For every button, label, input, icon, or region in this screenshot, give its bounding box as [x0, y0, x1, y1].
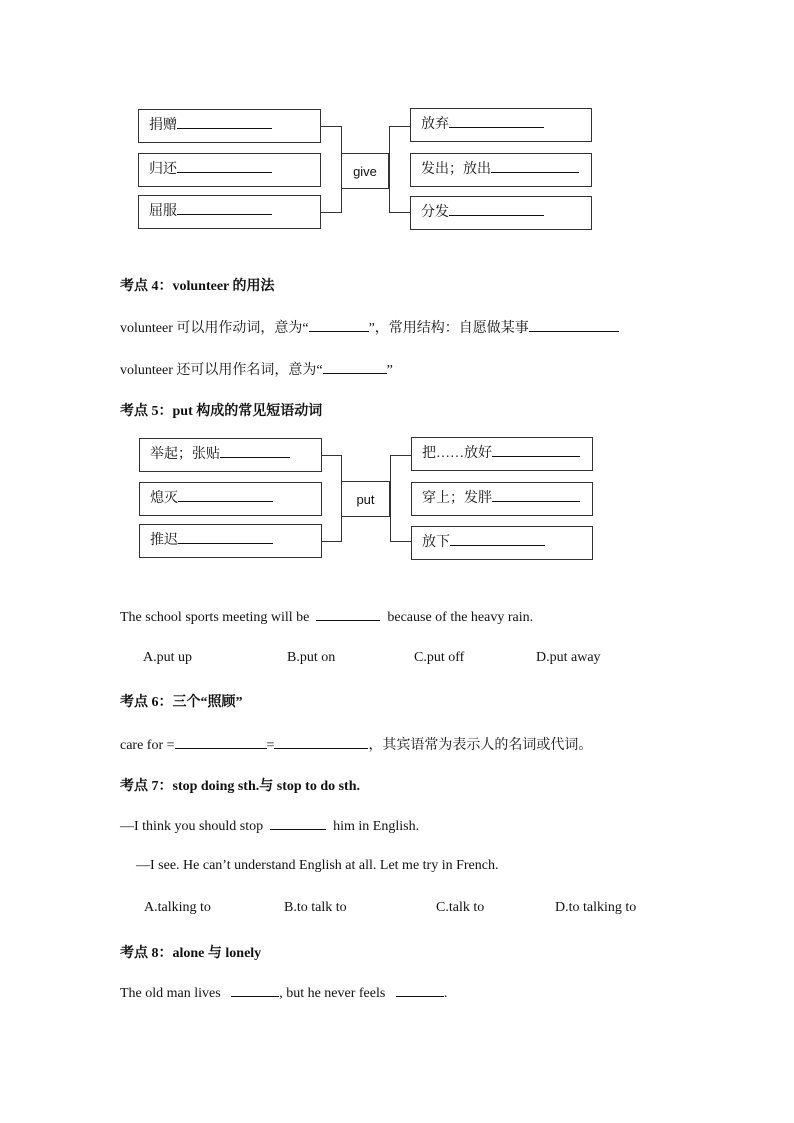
- kd4-line2: [120, 359, 393, 379]
- put-left-label-3: 推迟: [150, 533, 178, 548]
- kd7-option-d[interactable]: D.to talking to: [555, 900, 637, 915]
- kd8-q-b: , but he never feels: [279, 986, 386, 1001]
- kd5-question: [120, 608, 533, 626]
- answer-blank[interactable]: [323, 361, 387, 374]
- kd8-question: [120, 984, 447, 1002]
- answer-blank[interactable]: [220, 445, 290, 458]
- give-left-label-2: 归还: [149, 162, 177, 177]
- put-center-box: [341, 481, 390, 517]
- kd7-q1-a: —I think you should stop: [120, 819, 264, 834]
- kd7-question-2: —I see. He can’t understand English at all. Let me try in French.: [136, 858, 499, 873]
- give-left-box-1: [138, 109, 321, 143]
- give-center-box: [341, 153, 389, 189]
- put-left-label-2: 熄灭: [150, 491, 178, 506]
- answer-blank[interactable]: [270, 817, 326, 830]
- kd7-option-b[interactable]: B.to talk to: [284, 900, 347, 915]
- kd5-option-c[interactable]: C.put off: [414, 650, 465, 665]
- answer-blank[interactable]: [177, 202, 272, 215]
- kd5-title: 考点 5：put 构成的常见短语动词: [120, 404, 323, 419]
- kd8-q-a: The old man lives: [120, 986, 221, 1001]
- kd6-line: [120, 734, 592, 754]
- give-right-box-3: [410, 196, 592, 230]
- give-right-box-2: [410, 153, 592, 187]
- answer-blank[interactable]: [178, 531, 273, 544]
- put-center-label: put: [356, 492, 375, 507]
- put-left-box-1: [139, 438, 322, 472]
- answer-blank[interactable]: [177, 116, 272, 129]
- answer-blank[interactable]: [396, 984, 444, 997]
- answer-blank[interactable]: [449, 203, 544, 216]
- answer-blank[interactable]: [231, 984, 279, 997]
- kd4-line2-a: volunteer 还可以用作名词，意为“: [120, 363, 323, 378]
- answer-blank[interactable]: [309, 319, 369, 332]
- put-left-box-3: [139, 524, 322, 558]
- answer-blank[interactable]: [274, 736, 368, 749]
- kd5-option-a[interactable]: A.put up: [143, 650, 192, 665]
- kd4-line1: [120, 317, 619, 337]
- kd8-q-c: .: [443, 986, 448, 1001]
- kd4-line2-b: ”: [386, 363, 393, 378]
- put-left-box-2: [139, 482, 322, 516]
- kd5-question-b: because of the heavy rain.: [387, 610, 534, 625]
- kd7-question-1: [120, 817, 419, 835]
- give-right-label-3: 分发: [421, 205, 449, 220]
- kd6-line-c: ，其宾语常为表示人的名词或代词。: [368, 738, 593, 753]
- put-right-label-2: 穿上；发胖: [422, 491, 492, 506]
- kd4-line1-a: volunteer 可以用作动词，意为“: [120, 321, 309, 336]
- give-right-box-1: [410, 108, 592, 142]
- kd6-line-b: =: [266, 738, 275, 753]
- answer-blank[interactable]: [449, 115, 544, 128]
- give-center-label: give: [353, 164, 377, 179]
- answer-blank[interactable]: [491, 160, 579, 173]
- kd5-option-d[interactable]: D.put away: [536, 650, 601, 665]
- put-right-box-1: [411, 437, 593, 471]
- answer-blank[interactable]: [492, 444, 580, 457]
- put-right-label-3: 放下: [422, 535, 450, 550]
- kd7-q1-b: him in English.: [333, 819, 420, 834]
- put-right-box-2: [411, 482, 593, 516]
- put-right-box-3: [411, 526, 593, 560]
- kd8-title: 考点 8：alone 与 lonely: [120, 946, 262, 961]
- kd4-title: 考点 4：volunteer 的用法: [120, 279, 275, 294]
- give-left-box-3: [138, 195, 321, 229]
- answer-blank[interactable]: [450, 533, 545, 546]
- give-right-label-2: 发出；放出: [421, 162, 491, 177]
- answer-blank[interactable]: [492, 489, 580, 502]
- kd5-question-a: The school sports meeting will be: [120, 610, 310, 625]
- answer-blank[interactable]: [177, 160, 272, 173]
- put-left-label-1: 举起；张贴: [150, 447, 220, 462]
- answer-blank[interactable]: [175, 736, 267, 749]
- kd7-title: 考点 7：stop doing sth.与 stop to do sth.: [120, 779, 360, 794]
- answer-blank[interactable]: [529, 319, 619, 332]
- give-left-label-3: 屈服: [149, 204, 177, 219]
- answer-blank[interactable]: [316, 608, 380, 621]
- give-right-label-1: 放弃: [421, 117, 449, 132]
- kd6-title: 考点 6：三个“照顾”: [120, 695, 243, 710]
- give-left-label-1: 捐赠: [149, 118, 177, 133]
- answer-blank[interactable]: [178, 489, 273, 502]
- kd7-option-a[interactable]: A.talking to: [144, 900, 211, 915]
- kd4-line1-b: ”，常用结构：自愿做某事: [368, 321, 529, 336]
- put-right-label-1: 把……放好: [422, 446, 492, 461]
- kd5-option-b[interactable]: B.put on: [287, 650, 336, 665]
- give-left-box-2: [138, 153, 321, 187]
- kd7-option-c[interactable]: C.talk to: [436, 900, 485, 915]
- kd6-line-a: care for =: [120, 738, 175, 753]
